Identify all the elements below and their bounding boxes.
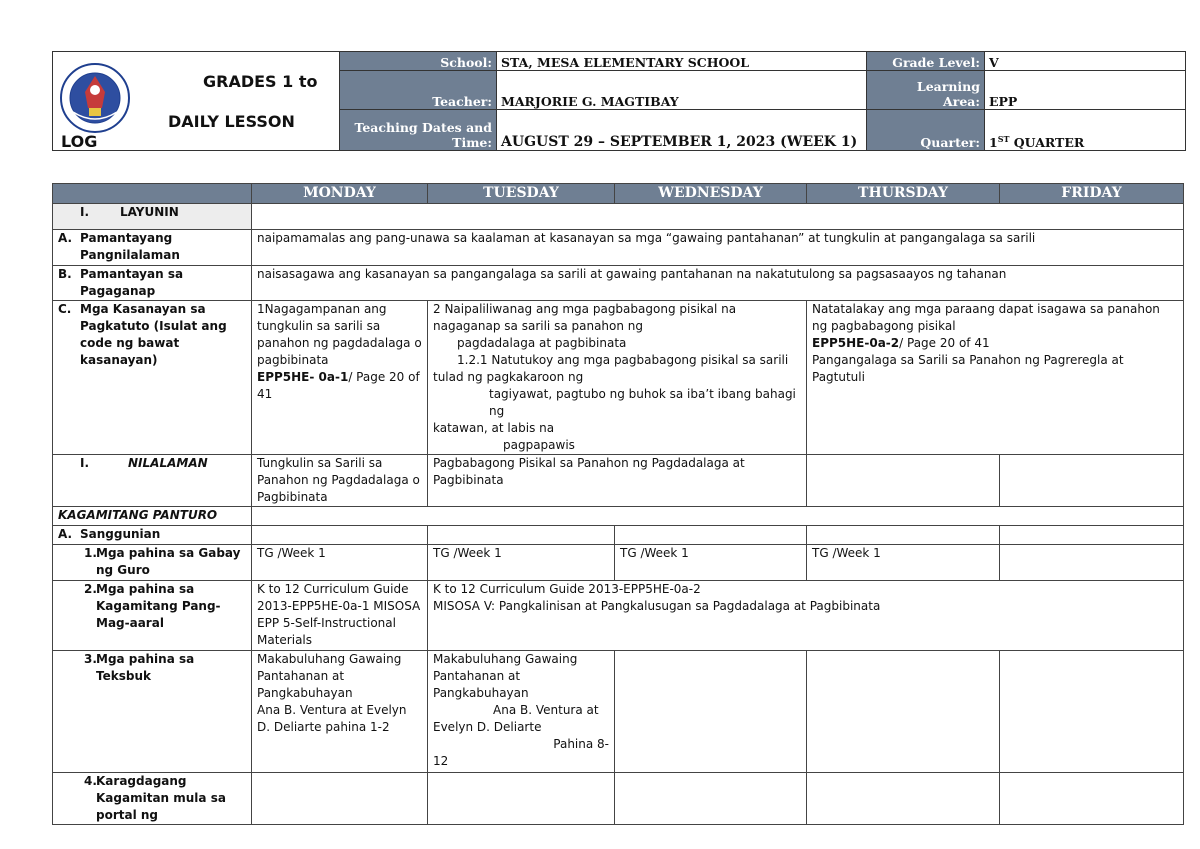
nilalaman-row [53,455,1184,507]
pamantayang-num: A. [58,231,73,245]
gabay-thursday: TG /Week 1 [807,545,1000,581]
kasanayan-thursday [807,301,1184,455]
title-line-2: DAILY LESSON [168,112,295,131]
area-label [867,71,985,109]
kagamitang-num: 2. [84,582,97,596]
kagamitang-tuesday [428,581,1184,651]
gabay-label [53,545,252,581]
kagamitan-label: KAGAMITANG PANTURO [53,507,252,526]
nilalaman-friday [1000,455,1184,507]
teksbuk-tuesday-line-5: 12 [433,754,449,768]
gabay-row [53,545,1184,581]
school-value: STA, MESA ELEMENTARY SCHOOL [497,52,867,71]
quarter-label: Quarter: [867,109,985,150]
grade-value: V [985,52,1186,71]
kasanayan-tuesday-line-2: pagdadalaga at pagbibinata [457,336,627,350]
teksbuk-thursday [807,651,1000,773]
kasanayan-tuesday-line-5: tagiyawat, pagtubo ng buhok sa iba’t ibang bahagi ng [489,387,796,418]
gabay-tuesday: TG /Week 1 [428,545,615,581]
kagamitang-tuesday-line-2: MISOSA V: Pangkalinisan at Pangkalusugan sa Pagdadalaga at Pagbibinata [433,599,881,613]
pagaganap-text: Pamantayan sa Pagaganap [80,267,184,298]
nilalaman-num: I. [80,456,90,470]
nilalaman-tuesday: Pagbabagong Pisikal sa Panahon ng Pagdadalaga at Pagbibinata [428,455,807,507]
teksbuk-row [53,651,1184,773]
day-friday: FRIDAY [1000,184,1184,204]
teksbuk-monday-line-1: Makabuluhang Gawaing Pantahanan at Pangkabuhayan [257,652,402,700]
kasanayan-monday-code: EPP5HE- 0a-1 [257,370,349,384]
teksbuk-tuesday-line-2: Ana B. Ventura at [493,703,599,717]
nilalaman-thursday [807,455,1000,507]
dates-value: AUGUST 29 – SEPTEMBER 1, 2023 (WEEK 1) [497,109,867,150]
layunin-row [53,204,1184,230]
teksbuk-friday [1000,651,1184,773]
gabay-text: Mga pahina sa Gabay ng Guro [96,546,241,577]
school-label: School: [340,52,497,71]
kasanayan-tuesday-line-6: katawan, at labis na [433,421,555,435]
kagamitan-content [252,507,1184,526]
dates-label [340,109,497,150]
karagdagang-wednesday [615,773,807,825]
kasanayan-tuesday-line-4: tulad ng pagkakaroon ng [433,370,584,384]
kagamitan-row [53,507,1184,526]
teksbuk-tuesday [428,651,615,773]
karagdagang-num: 4. [84,774,97,788]
kasanayan-thursday-page: / Page 20 of 41 [899,336,990,350]
title-line-3: LOG [61,132,98,151]
corner-cell [53,184,252,204]
kasanayan-tuesday [428,301,807,455]
kasanayan-label [53,301,252,455]
nilalaman-label [53,455,252,507]
teksbuk-num: 3. [84,652,97,666]
kasanayan-monday [252,301,428,455]
sanggunian-thursday [807,526,1000,545]
kasanayan-monday-text: 1Nagagampanan ang tungkulin sa sarili sa panahon ng pagdadalaga o pagbibinata [257,302,422,367]
karagdagang-thursday [807,773,1000,825]
karagdagang-monday [252,773,428,825]
day-wednesday: WEDNESDAY [615,184,807,204]
teksbuk-wednesday [615,651,807,773]
quarter-suffix: ST [997,133,1010,144]
gabay-friday [1000,545,1184,581]
kasanayan-text: Mga Kasanayan sa Pagkatuto (Isulat ang code ng bawat kasanayan) [80,302,227,367]
day-monday: MONDAY [252,184,428,204]
day-thursday: THURSDAY [807,184,1000,204]
sanggunian-row [53,526,1184,545]
kasanayan-thursday-topic: Pangangalaga sa Sarili sa Panahon ng Pagreregla at Pagtutuli [812,353,1124,384]
teksbuk-monday [252,651,428,773]
kasanayan-tuesday-line-7: pagpapawis [503,438,575,452]
quarter-word: QUARTER [1009,135,1085,150]
layunin-content [252,204,1184,230]
pamantayang-text: Pamantayang Pangnilalaman [80,231,180,262]
kasanayan-row [53,301,1184,455]
kasanayan-monday-page: / Page 20 of 41 [257,370,420,401]
layunin-num: I. [80,205,90,219]
area-label-line-2: Area: [943,93,980,109]
dates-label-line-2: Time: [452,135,492,150]
sanggunian-wednesday [615,526,807,545]
pagaganap-row [53,266,1184,301]
pamantayang-row [53,230,1184,266]
karagdagang-row [53,773,1184,825]
kasanayan-thursday-code: EPP5HE-0a-2 [812,336,900,350]
kagamitang-label [53,581,252,651]
pamantayang-content: naipamamalas ang pang-unawa sa kaalaman at kasanayan sa mga “gawaing pantahanan” at tungkulin at pangangalaga sa sarili [252,230,1184,266]
layunin-label [53,204,252,230]
gabay-wednesday: TG /Week 1 [615,545,807,581]
lesson-table [52,183,1183,825]
title-cell [53,52,340,151]
dates-label-line-1: Teaching Dates and [354,120,492,135]
kagamitang-tuesday-line-1: K to 12 Curriculum Guide 2013-EPP5HE-0a-2 [433,582,701,596]
nilalaman-monday: Tungkulin sa Sarili sa Panahon ng Pagdadalaga o Pagbibinata [252,455,428,507]
grade-label: Grade Level: [867,52,985,71]
kagamitang-monday: K to 12 Curriculum Guide 2013-EPP5HE-0a-1 MISOSA EPP 5-Self-Instructional Materials [252,581,428,651]
nilalaman-text: NILALAMAN [128,456,208,470]
sanggunian-monday [252,526,428,545]
sanggunian-tuesday [428,526,615,545]
karagdagang-friday [1000,773,1184,825]
area-label-line-1: Learning [916,78,980,94]
teksbuk-monday-line-2: Ana B. Ventura at Evelyn D. Deliarte pahina 1-2 [257,703,407,734]
kagamitang-text: Mga pahina sa Kagamitang Pang-Mag-aaral [96,582,221,630]
gabay-num: 1. [84,546,97,560]
teksbuk-label [53,651,252,773]
karagdagang-label [53,773,252,825]
day-tuesday: TUESDAY [428,184,615,204]
area-value: EPP [985,71,1186,109]
quarter-number: 1 [989,135,998,150]
gabay-monday: TG /Week 1 [252,545,428,581]
layunin-text: LAYUNIN [120,205,179,219]
karagdagang-text: Karagdagang Kagamitan mula sa portal ng [96,774,226,822]
sanggunian-label [53,526,252,545]
header-table [52,51,1185,151]
teksbuk-text: Mga pahina sa Teksbuk [96,652,195,683]
kasanayan-thursday-text: Natatalakay ang mga paraang dapat isagawa sa panahon ng pagbabagong pisikal [812,302,1160,333]
deped-seal-logo [59,62,131,134]
pagaganap-content: naisasagawa ang kasanayan sa pangangalaga sa sarili at gawaing pantahanan na nakatutulong sa pagsasaayos ng tahanan [252,266,1184,301]
teksbuk-tuesday-line-3: Evelyn D. Deliarte [433,720,542,734]
pamantayang-label [53,230,252,266]
pagaganap-label [53,266,252,301]
teacher-label: Teacher: [340,71,497,109]
days-header-row [53,184,1184,204]
karagdagang-tuesday [428,773,615,825]
sanggunian-num: A. [58,527,73,541]
pagaganap-num: B. [58,267,72,281]
kasanayan-num: C. [58,302,72,316]
kasanayan-tuesday-line-1: 2 Naipaliliwanag ang mga pagbabagong pisikal na nagaganap sa sarili sa panahon ng [433,302,737,333]
title-line-1: GRADES 1 to [203,72,318,91]
sanggunian-friday [1000,526,1184,545]
quarter-value [985,109,1186,150]
teksbuk-tuesday-line-4: Pahina 8- [553,737,609,751]
kasanayan-tuesday-line-3: 1.2.1 Natutukoy ang mga pagbabagong pisikal sa sarili [457,353,789,367]
teacher-value: MARJORIE G. MAGTIBAY [497,71,867,109]
sanggunian-text: Sanggunian [80,527,161,541]
kagamitang-row [53,581,1184,651]
teksbuk-tuesday-line-1: Makabuluhang Gawaing Pantahanan at Pangkabuhayan [433,652,578,700]
